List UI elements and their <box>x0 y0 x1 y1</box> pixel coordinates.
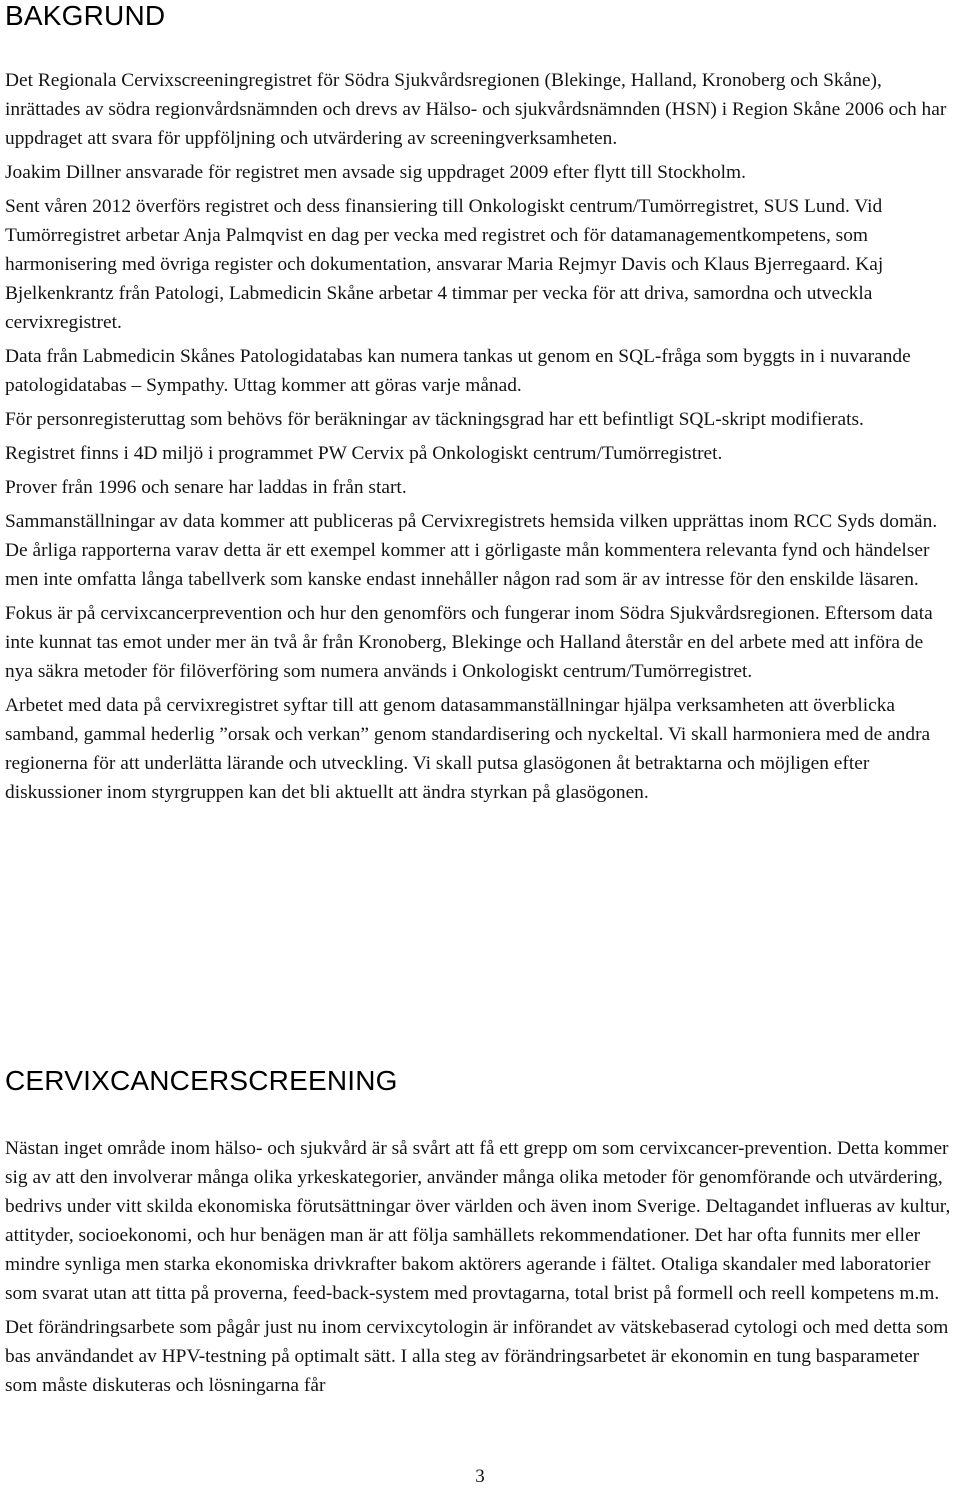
paragraph: Sammanställningar av data kommer att publiceras på Cervixregistrets hemsida vilken upprättas inom RCC Syds domän. De årliga rapporterna varav detta är ett exempel kommer att i görligaste mån kommentera relevanta fynd och händelser men inte omfatta långa tabellverk som kanske endast innehåller någon rad som är av intresse för den enskilde läsaren. <box>5 511 938 590</box>
paragraph: Joakim Dillner ansvarade för registret men avsade sig uppdraget 2009 efter flytt till Stockholm. <box>5 162 746 183</box>
section-body-cervixcancerscreening <box>5 1134 955 1405</box>
section-heading-cervixcancerscreening: CERVIXCANCERSCREENING <box>5 1065 398 1096</box>
paragraph: Data från Labmedicin Skånes Patologidatabas kan numera tankas ut genom en SQL-fråga som byggts in i nuvarande patologidatabas – Sympathy. Uttag kommer att göras varje månad. <box>5 346 911 396</box>
paragraph: Det förändringsarbete som pågår just nu inom cervixcytologin är införandet av vätskebaserad cytologi och med detta som bas användandet av HPV-testning på optimalt sätt. I alla steg av förändringsarbetet är ekonomin en tung basparameter som måste diskuteras och lösningarna får <box>5 1317 949 1396</box>
paragraph: Fokus är på cervixcancerprevention och hur den genomförs och fungerar inom Södra Sjukvårdsregionen. Eftersom data inte kunnat tas emot under mer än två år från Kronoberg, Blekinge och Halland återstår en del arbete med att införa de nya säkra metoder för filöverföring som numera används i Onkologiskt centrum/Tumörregistret. <box>5 603 933 682</box>
paragraph: Det Regionala Cervixscreeningregistret för Södra Sjukvårdsregionen (Blekinge, Halland, Kronoberg och Skåne), inrättades av södra regionvårdsnämnden och drevs av Hälso- och sjukvårdsnämnden (HSN) i Region Skåne 2006 och har uppdraget att svara för uppföljning och utvärdering av screeningverksamheten. <box>5 70 947 149</box>
section-heading-bakgrund: BAKGRUND <box>5 0 166 31</box>
paragraph: Nästan inget område inom hälso- och sjukvård är så svårt att få ett grepp om som cervixcancer-prevention. Detta kommer sig av att den involverar många olika yrkeskategorier, använder många olika metoder för genomförande och utvärdering, bedrivs under vitt skilda ekonomiska förutsättningar över världen och även inom Sverige. Deltagandet influeras av kultur, attityder, socioekonomi, och hur benägen man är att följa samhällets rekommendationer. Det har ofta funnits mer eller mindre synliga men starka ekonomiska drivkrafter bakom aktörers agerande i fältet. Otaliga skandaler med laboratorier som svarat utan att titta på proverna, feed-back-system med provtagarna, total brist på formell och reell kompetens m.m. <box>5 1138 951 1304</box>
page-number: 3 <box>475 1466 485 1487</box>
paragraph: Arbetet med data på cervixregistret syftar till att genom datasammanställningar hjälpa verksamheten att överblicka samband, gammal hederlig ”orsak och verkan” genom standardisering och nyckeltal. Vi skall harmoniera med de andra regionerna för att underlätta lärande och utveckling. Vi skall putsa glasögonen åt betraktarna och möjligen efter diskussioner inom styrgruppen kan det bli aktuellt att ändra styrkan på glasögonen. <box>5 695 931 803</box>
section-body-bakgrund <box>5 66 955 812</box>
paragraph: För personregisteruttag som behövs för beräkningar av täckningsgrad har ett befintligt SQL-skript modifierats. <box>5 409 864 430</box>
paragraph: Registret finns i 4D miljö i programmet PW Cervix på Onkologiskt centrum/Tumörregistret. <box>5 443 723 464</box>
paragraph: Prover från 1996 och senare har laddas in från start. <box>5 477 407 498</box>
paragraph: Sent våren 2012 överförs registret och dess finansiering till Onkologiskt centrum/Tumörregistret, SUS Lund. Vid Tumörregistret arbetar Anja Palmqvist en dag per vecka med registret och för datamanagementkompetens, som harmonisering med övriga register och dokumentation, ansvarar Maria Rejmyr Davis och Klaus Bjerregaard. Kaj Bjelkenkrantz från Patologi, Labmedicin Skåne arbetar 4 timmar per vecka för att driva, samordna och utveckla cervixregistret. <box>5 196 884 333</box>
